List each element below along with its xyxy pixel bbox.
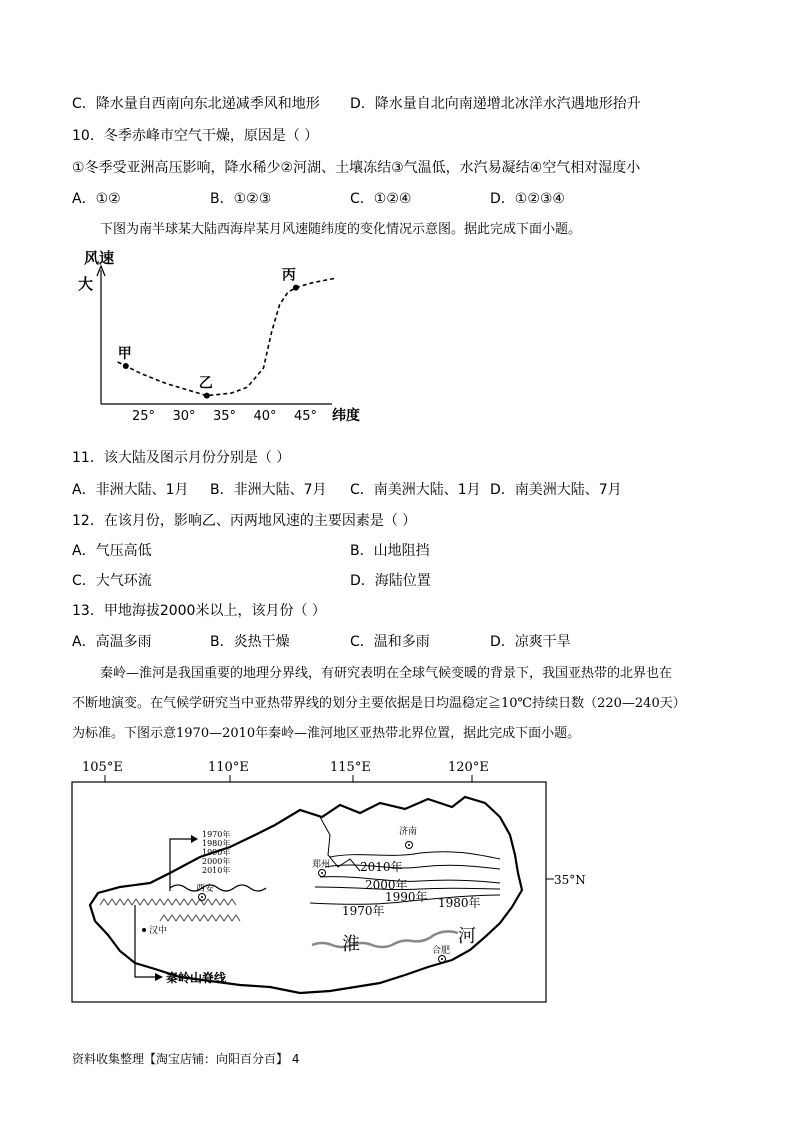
- q13-option-a: A．高温多雨: [72, 634, 152, 650]
- svg-text:西安: 西安: [196, 884, 215, 894]
- river-char-he: 河: [458, 926, 476, 947]
- q9-option-d: D．降水量自北向南递增北冰洋水汽遇地形抬升: [350, 96, 641, 112]
- region-outline: [90, 797, 522, 993]
- q10-option-a: A．①②: [72, 191, 121, 207]
- svg-text:济南: 济南: [399, 827, 418, 837]
- q10-option-d: D．①②③④: [490, 191, 565, 207]
- lat-label-35: 35°N: [554, 873, 586, 887]
- intro-wind-chart: 下图为南半球某大陆西海岸某月风速随纬度的变化情况示意图。据此完成下面小题。: [100, 222, 582, 237]
- svg-text:2010年: 2010年: [202, 866, 231, 875]
- x-tick-label: 45°: [294, 409, 318, 424]
- q12-option-b: B．山地阻挡: [350, 543, 430, 559]
- q13-option-c: C．温和多雨: [350, 634, 430, 650]
- svg-text:汉中: 汉中: [149, 926, 168, 936]
- q12-option-d: D．海陆位置: [350, 573, 431, 589]
- svg-text:郑州: 郑州: [312, 860, 331, 870]
- svg-text:1980年: 1980年: [202, 839, 231, 848]
- q11-option-b: B．非洲大陆、7月: [210, 482, 327, 498]
- q12-option-a: A．气压高低: [72, 543, 152, 559]
- intro-qinling-line3: 为标准。下图示意1970—2010年秦岭—淮河地区亚热带北界位置，据此完成下面小题。: [72, 726, 581, 741]
- data-point: [123, 363, 129, 369]
- ridge-label: 秦岭山脊线: [166, 971, 227, 985]
- boundary-label-1990: 1990年: [385, 890, 428, 904]
- boundary-label-2010: 2010年: [360, 860, 403, 874]
- year-legend: [202, 829, 230, 875]
- boundary-label-1970: 1970年: [342, 904, 385, 918]
- svg-text:2000年: 2000年: [202, 857, 231, 866]
- x-tick-label: 30°: [172, 409, 196, 424]
- intro-qinling-line1: 秦岭—淮河是我国重要的地理分界线，有研究表明在全球气候变暖的背景下，我国亚热带的北界也在: [100, 666, 673, 681]
- q13-stem: 13．甲地海拔2000米以上，该月份（ ）: [72, 603, 326, 619]
- q11-option-d: D．南美洲大陆、7月: [490, 482, 622, 498]
- wind-speed-chart: [70, 242, 390, 428]
- x-tick-label: 40°: [253, 409, 277, 424]
- x-axis-label: 纬度: [332, 408, 360, 424]
- data-point: [204, 393, 210, 399]
- y-tick-label: 大: [78, 275, 94, 293]
- wind-speed-curve: [118, 278, 337, 396]
- data-point: [293, 285, 299, 291]
- point-label: 乙: [198, 375, 213, 392]
- q10-option-c: C．①②④: [350, 191, 412, 207]
- svg-text:1990年: 1990年: [202, 848, 231, 857]
- river-char-huai: 淮: [342, 934, 360, 955]
- lon-label-105: 105°E: [82, 760, 123, 775]
- qinling-huaihe-map: [60, 755, 586, 1005]
- q12-stem: 12．在该月份，影响乙、丙两地风速的主要因素是（ ）: [72, 513, 417, 529]
- x-tick-label: 25°: [132, 409, 156, 424]
- lon-label-115: 115°E: [330, 760, 371, 775]
- q9-option-c: C．降水量自西南向东北递减季风和地形: [72, 96, 320, 112]
- q11-option-a: A．非洲大陆、1月: [72, 482, 189, 498]
- point-label: 甲: [117, 346, 132, 362]
- boundary-label-1980: 1980年: [438, 896, 481, 910]
- lon-label-110: 110°E: [208, 760, 249, 775]
- q12-option-c: C．大气环流: [72, 573, 152, 589]
- q10-stem: 10．冬季赤峰市空气干燥，原因是（ ）: [72, 128, 319, 144]
- x-tick-label: 35°: [213, 409, 237, 424]
- svg-text:合肥: 合肥: [432, 946, 451, 956]
- q13-option-b: B．炎热干燥: [210, 634, 290, 650]
- q11-stem: 11．该大陆及图示月份分别是（ ）: [72, 450, 291, 466]
- point-label: 丙: [281, 267, 296, 284]
- q10-option-b: B．①②③: [210, 191, 272, 207]
- q13-option-d: D．凉爽干旱: [490, 634, 571, 650]
- y-axis-label: 风速: [84, 249, 115, 267]
- q10-statements: ①冬季受亚洲高压影响，降水稀少②河湖、土壤冻结③气温低，水汽易凝结④空气相对湿度小: [72, 160, 641, 176]
- page-footer: 资料收集整理【淘宝店铺：向阳百分百】 4: [72, 1052, 300, 1066]
- intro-qinling-line2: 不断地演变。在气候学研究当中亚热带界线的划分主要依据是日均温稳定≧10℃持续日数（220—240天）: [72, 696, 686, 711]
- q11-option-c: C．南美洲大陆、1月: [350, 482, 481, 498]
- boundary-label-2000: 2000年: [365, 878, 408, 892]
- svg-text:1970年: 1970年: [202, 830, 231, 839]
- lon-label-120: 120°E: [448, 760, 489, 775]
